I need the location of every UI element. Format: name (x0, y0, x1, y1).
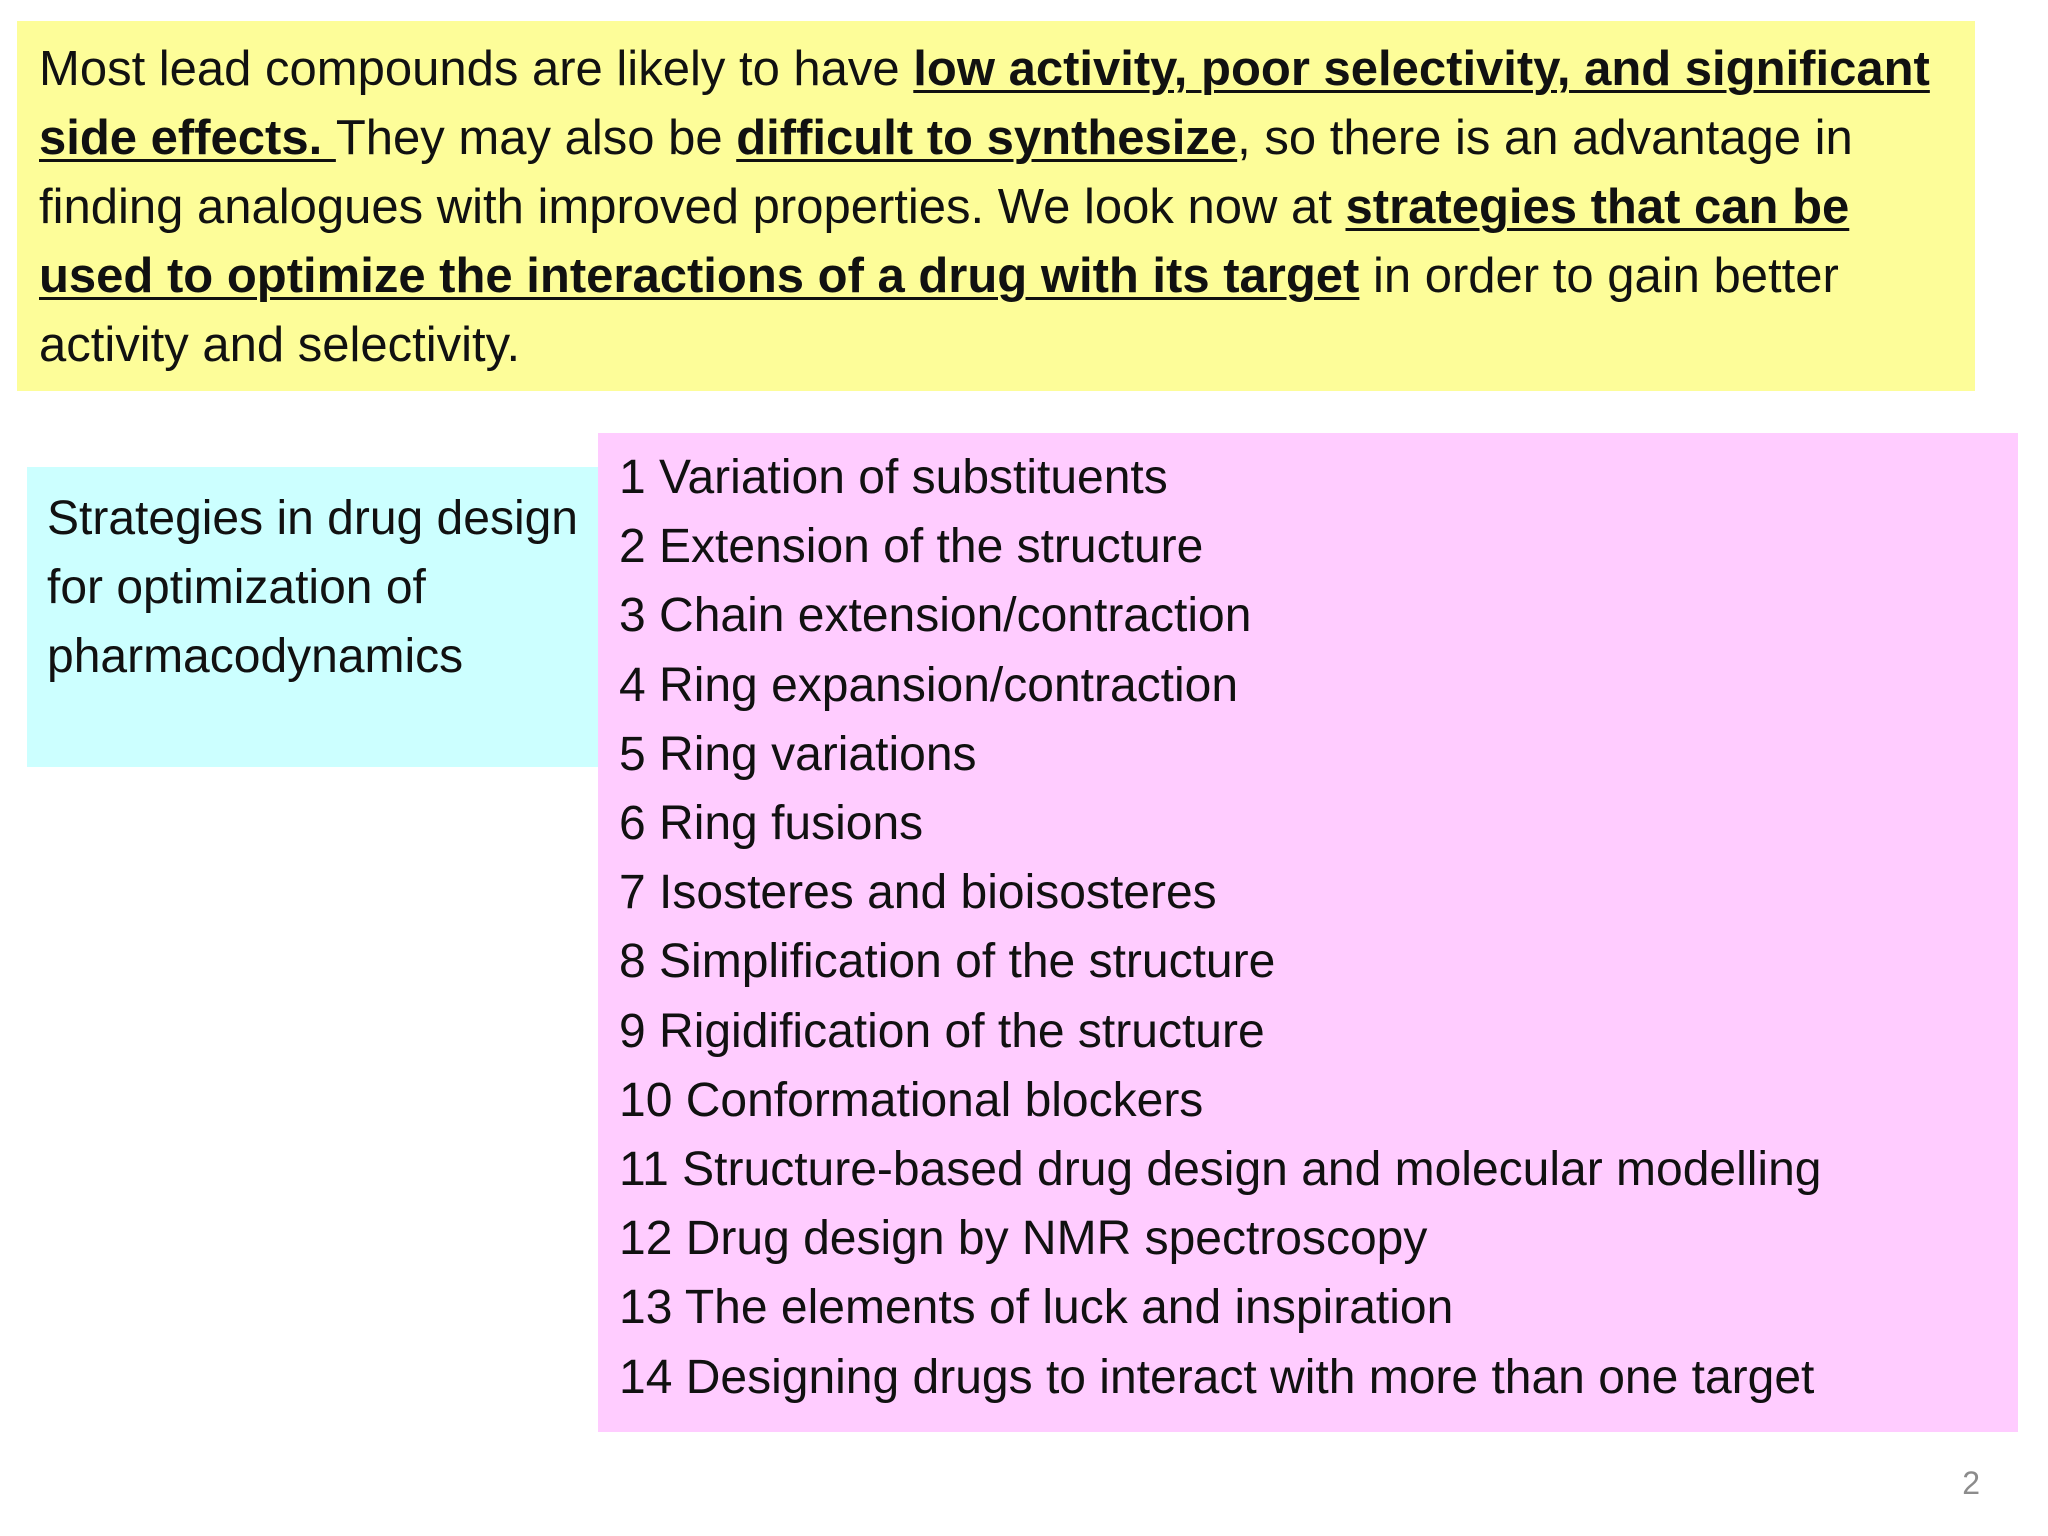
intro-emphasis-strategies: strategies that can be used to optimize the interactions of a drug with its target (39, 180, 1850, 303)
intro-emphasis-difficult-synthesize: difficult to synthesize (736, 111, 1238, 165)
strategies-list-box (598, 433, 2018, 1432)
strategy-item: 5 Ring variations (619, 727, 977, 781)
strategy-item: 13 The elements of luck and inspiration (619, 1281, 1454, 1335)
strategies-label-box (27, 467, 600, 767)
strategy-item: 12 Drug design by NMR spectroscopy (619, 1212, 1428, 1266)
strategy-item: 10 Conformational blockers (619, 1073, 1204, 1127)
intro-text-2: They may also be (335, 111, 737, 165)
strategy-item: 1 Variation of substituents (619, 451, 1168, 504)
strategy-item: 9 Rigidification of the structure (619, 1004, 1265, 1058)
strategy-item: 11 Structure-based drug design and molecular modelling (619, 1143, 1822, 1197)
strategy-item: 7 Isosteres and bioisosteres (619, 866, 1217, 920)
strategies-list (619, 443, 2018, 1412)
strategy-item: 8 Simplification of the structure (619, 935, 1276, 989)
intro-text-1: Most lead compounds are likely to have (39, 42, 914, 96)
intro-paragraph-box (17, 21, 1975, 391)
strategy-item: 2 Extension of the structure (619, 520, 1204, 574)
strategy-item: 6 Ring fusions (619, 797, 924, 851)
strategy-item: 4 Ring expansion/contraction (619, 658, 1239, 712)
strategies-label-text: Strategies in drug design for optimization of pharmacodynamics (47, 492, 578, 683)
strategy-item: 3 Chain extension/contraction (619, 589, 1252, 643)
intro-emphasis-low-activity: low activity, poor selectivity, and significant side effects. (39, 42, 1930, 165)
intro-text-4: in order to gain better activity and selectivity. (39, 249, 1839, 372)
page-number: 2 (1962, 1465, 1980, 1501)
intro-text-3: , so there is an advantage in finding analogues with improved properties. We look now at (39, 111, 1853, 234)
strategy-item: 14 Designing drugs to interact with more than one target (619, 1350, 1815, 1404)
